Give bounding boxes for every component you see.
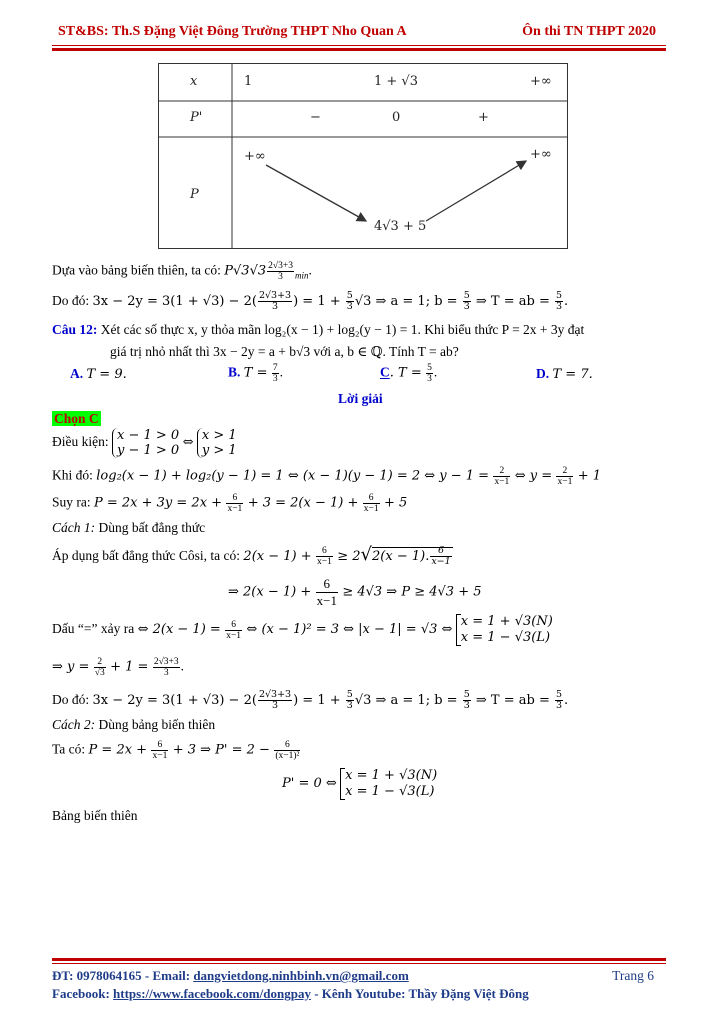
math: ) = 1 + [293,693,341,708]
fraction [226,493,243,514]
decreasing-arrow [266,165,366,221]
step-cosi: Áp dụng bất đẳng thức Côsi, ta có: 2(x − 1) + $\frac{6}{x-1}$ ≥ 2√2(x − 1). $\frac{6}{x-1}$ [52,544,451,568]
page-number: Trang 6 [612,968,654,983]
math: P√3√3 [224,263,267,279]
conclusion-line-1: Dựa vào bảng biến thiên, ta có: P√3√3 $\frac{2√3+3}{3}$ $_{min}$. [52,261,312,282]
denominator: x−1 [226,630,242,641]
text: Dấu “=” xảy ra [52,621,135,637]
denominator: 3 [346,301,353,312]
header-rule-thick [52,48,666,51]
condition-system-1 [112,428,179,458]
question-text-1: Xét các số thực x, y thỏa mãn log₂(x − 1) + log₂(y − 1) = 1. Khi biểu thức P = 2x + 3y đạt [100,322,585,337]
denominator: x−1 [316,593,337,608]
eq: x = 1 + √3(N) [460,614,553,629]
fraction [258,291,292,312]
answer-badge [52,411,101,427]
option-text: T = 7. [552,367,593,382]
fraction [363,493,380,514]
numerator: 6 [274,740,300,751]
math: 3x − 2y = 3(1 + √3) − 2( [92,294,257,309]
increasing-arrow [426,161,526,221]
eq: y − 1 > 0 [117,443,180,458]
bbt-label [52,808,137,824]
fraction [346,690,354,711]
math: √3 ⇒ a = 1; b = [354,294,458,309]
numerator: 2√3+3 [258,689,292,700]
fraction [426,363,433,384]
question-12-line-2 [110,344,459,360]
numerator: 5 [346,689,353,700]
math: + 3 = 2(x − 1) + [247,495,359,511]
math: ⇒ T = ab = [475,693,550,708]
fraction [493,466,510,487]
option-a[interactable] [70,366,127,382]
denominator: x−1 [317,557,332,568]
youtube-text: - Kênh Youtube: Thầy Đặng Việt Đông [310,986,529,1001]
answer-text: Chọn C [54,411,99,426]
p-min-value: 4√3 + 5 [374,219,427,234]
fraction [272,363,279,384]
fraction [556,466,573,487]
footer-contact [52,968,656,984]
math: log₂(x − 1) + log₂(y − 1) = 1 ⇔ (x − 1)(y − 1) = 2 ⇔ y − 1 = [96,468,490,484]
fraction [555,291,563,312]
step-khi-do [52,466,601,487]
condition-line: Điều kiện: x − 1 > 0 y − 1 > 0 ⇔ x > 1 y > 1 [52,428,237,458]
step-result: Do đó: 3x − 2y = 3(1 + √3) − 2( $\frac{2√3+3}{3}$ ) = 1 + $\frac{5}{3}$ √3 ⇒ a = 1; b = $\frac{5}{3}$ ⇒ T = ab = $\frac{5}{3}$ . [52,689,569,711]
denominator: 3 [272,374,278,384]
eq: x − 1 > 0 [117,428,180,443]
fraction [258,690,292,711]
math: ⇔ (x − 1)² = 3 ⇔ |x − 1| = √3 ⇔ [246,622,453,638]
conclusion-line-2: Do đó: 3x − 2y = 3(1 + √3) − 2( $\frac{2√3+3}{3}$ ) = 1 + $\frac{5}{3}$ √3 ⇒ a = 1; b = $\frac{5}{3}$ ⇒ T = ab = $\frac{5}{3}$ . [52,290,569,312]
numerator: 5 [555,290,563,301]
math: + 1 [577,468,601,484]
fraction [274,740,300,761]
math: P = 2x + 3y = 2x + [94,495,223,511]
facebook-label: Facebook: [52,986,114,1001]
numerator: 2√3+3 [258,290,292,301]
sign-positive: + [478,110,489,125]
footer-social [52,986,656,1002]
radicand [372,545,453,567]
math: P = 2x + [88,742,148,758]
denominator: x−1 [494,477,510,487]
denominator: x−1 [557,477,573,487]
numerator: 6 [430,546,451,557]
eq: y > 1 [201,443,237,458]
denominator: x−1 [152,751,168,761]
step-y-value: ⇒ y = $\frac{2}{√3}$ + 1 = $\frac{2√3+3}{3}$ . [52,657,185,678]
step-derivative [52,740,301,761]
numerator: 5 [427,363,432,373]
text: Cách 2: [52,717,96,732]
numerator: 7 [272,363,278,373]
numerator: 6 [316,576,338,593]
sign-negative: − [310,110,321,125]
denominator: (x−1)² [275,751,300,761]
condition-system-2 [197,428,237,458]
step-equality [52,614,553,646]
denominator: x−1 [431,556,451,567]
option-letter: A. [70,366,84,381]
eq: x = 1 + √3(N) [345,768,438,783]
denominator: √3 [94,668,105,678]
row-label-p: P [190,187,199,202]
footer-rule-thin [52,963,666,964]
footer-rule-thick [52,958,666,961]
subscript: min [294,270,309,281]
fraction [463,291,471,312]
facebook-link[interactable]: https://www.facebook.com/dongpay [113,986,311,1001]
numerator: 2√3+3 [153,657,179,667]
fraction [225,620,242,641]
denominator: 3 [555,700,563,711]
fraction [346,291,354,312]
email-link[interactable]: dangvietdong.ninhbinh.vn@gmail.com [193,968,409,983]
fraction [463,690,471,711]
option-letter: B. [228,364,241,380]
x-value-1: 1 [244,74,253,89]
x-value-inf: +∞ [530,74,552,89]
step-inequality [228,576,482,609]
fraction [153,657,180,678]
math: + 1 = [110,659,149,675]
denominator: 3 [427,374,432,384]
header-exam: Ôn thi TN THPT 2020 [522,24,656,39]
math: ⇒ 2(x − 1) + [228,584,312,600]
solution-title [338,391,383,407]
math: + 3 ⇒ P' = 2 − [172,742,270,758]
numerator: 6 [363,493,380,504]
option-c[interactable]: C. T = $\frac{5}{3}$ . [380,363,438,384]
header-rule-thin [52,45,666,46]
text: Khi đó: [52,467,93,483]
x-value-critical: 1 + √3 [374,74,418,89]
method-1 [52,520,205,536]
math: ⇒ T = ab = [475,294,550,309]
text: Bảng biến thiên [52,808,138,823]
numerator: 2√3+3 [268,261,293,271]
fraction [316,546,333,567]
page-header [58,24,656,44]
denominator: 3 [463,301,470,312]
numerator: 5 [463,290,470,301]
option-text: T = [243,365,268,381]
step-critical-points [282,768,437,800]
numerator: 5 [346,290,353,301]
eq: x > 1 [201,428,237,443]
math: √3 ⇒ a = 1; b = [354,693,458,708]
critical-set [340,768,437,800]
fraction [316,576,338,609]
denominator: x−1 [227,504,243,514]
numerator: 2 [493,466,510,477]
option-b[interactable]: B. T = $\frac{7}{3}$ . [228,363,283,384]
text: Do đó: [52,293,93,308]
text: Do đó: [52,692,93,707]
math: ) = 1 + [293,294,341,309]
text: Dùng bất đẳng thức [98,520,206,535]
numerator: 6 [151,740,168,751]
denominator: 3 [463,700,470,711]
eq: x = 1 − √3(L) [460,630,551,645]
math: 3x − 2y = 3(1 + √3) − 2( [92,693,257,708]
denominator: 3 [555,301,563,312]
fraction [430,546,451,567]
text: Dùng bảng biến thiên [98,717,216,732]
denominator: 3 [346,700,353,711]
denominator: 3 [271,301,279,312]
step-suy-ra [52,493,407,514]
math: + 5 [383,495,408,511]
question-label: Câu 12: [52,322,98,337]
variation-table [158,63,568,249]
phone-text: ĐT: 0978064165 - Email: [52,968,194,983]
numerator: 2 [94,657,106,668]
denominator: x−1 [363,504,379,514]
text: Áp dụng bất đẳng thức Côsi, ta có: [52,548,241,563]
option-letter: C [380,364,390,380]
row-label-x: x [190,74,198,89]
p-top-right: +∞ [530,147,552,162]
math: ⇔ y = [514,468,553,484]
denominator: 3 [278,272,283,282]
denominator: 3 [163,668,169,678]
math: ⇔ 2(x − 1) = [137,622,221,638]
math: ⇒ y = [52,659,90,675]
numerator: 5 [555,689,563,700]
text: Điều kiện: [52,434,109,450]
sign-zero: 0 [392,110,401,125]
math: 2(x − 1). [372,549,430,564]
p-top-left: +∞ [244,149,266,164]
fraction [94,657,106,678]
math: ≥ 4√3 ⇒ P ≥ 4√3 + 5 [342,584,482,600]
text: Suy ra: [52,494,91,510]
option-text: T = 9. [86,367,127,382]
question-12-line-1 [52,322,584,338]
option-text: . T = [389,365,422,381]
header-author: ST&BS: Th.S Đặng Việt Đông Trường THPT Nho Quan A [58,24,407,39]
fraction [151,740,168,761]
option-d[interactable] [536,366,593,382]
variation-table-grid [158,63,568,249]
numerator: 2 [556,466,573,477]
text: Dựa vào bảng biến thiên, ta có: [52,262,225,278]
solution-title-text: Lời giải [338,391,383,406]
row-label-p-prime: P' [190,110,203,125]
math: P' = 0 ⇔ [282,776,337,792]
solution-set [456,614,553,646]
fraction [267,261,294,282]
eq: x = 1 − √3(L) [345,784,435,799]
numerator: 6 [225,620,242,631]
math: ≥ 2 [337,549,361,564]
math: 2(x − 1) + [243,549,312,564]
method-2 [52,717,215,733]
numerator: 6 [316,546,333,557]
text: Cách 1: [52,520,96,535]
fraction [555,690,563,711]
denominator: 3 [271,700,279,711]
numerator: 6 [226,493,243,504]
text: Ta có: [52,741,86,757]
option-letter: D. [536,366,550,381]
numerator: 5 [463,689,470,700]
question-text-2: giá trị nhỏ nhất thì 3x − 2y = a + b√3 với a, b ∈ ℚ. Tính T = ab? [110,344,459,359]
